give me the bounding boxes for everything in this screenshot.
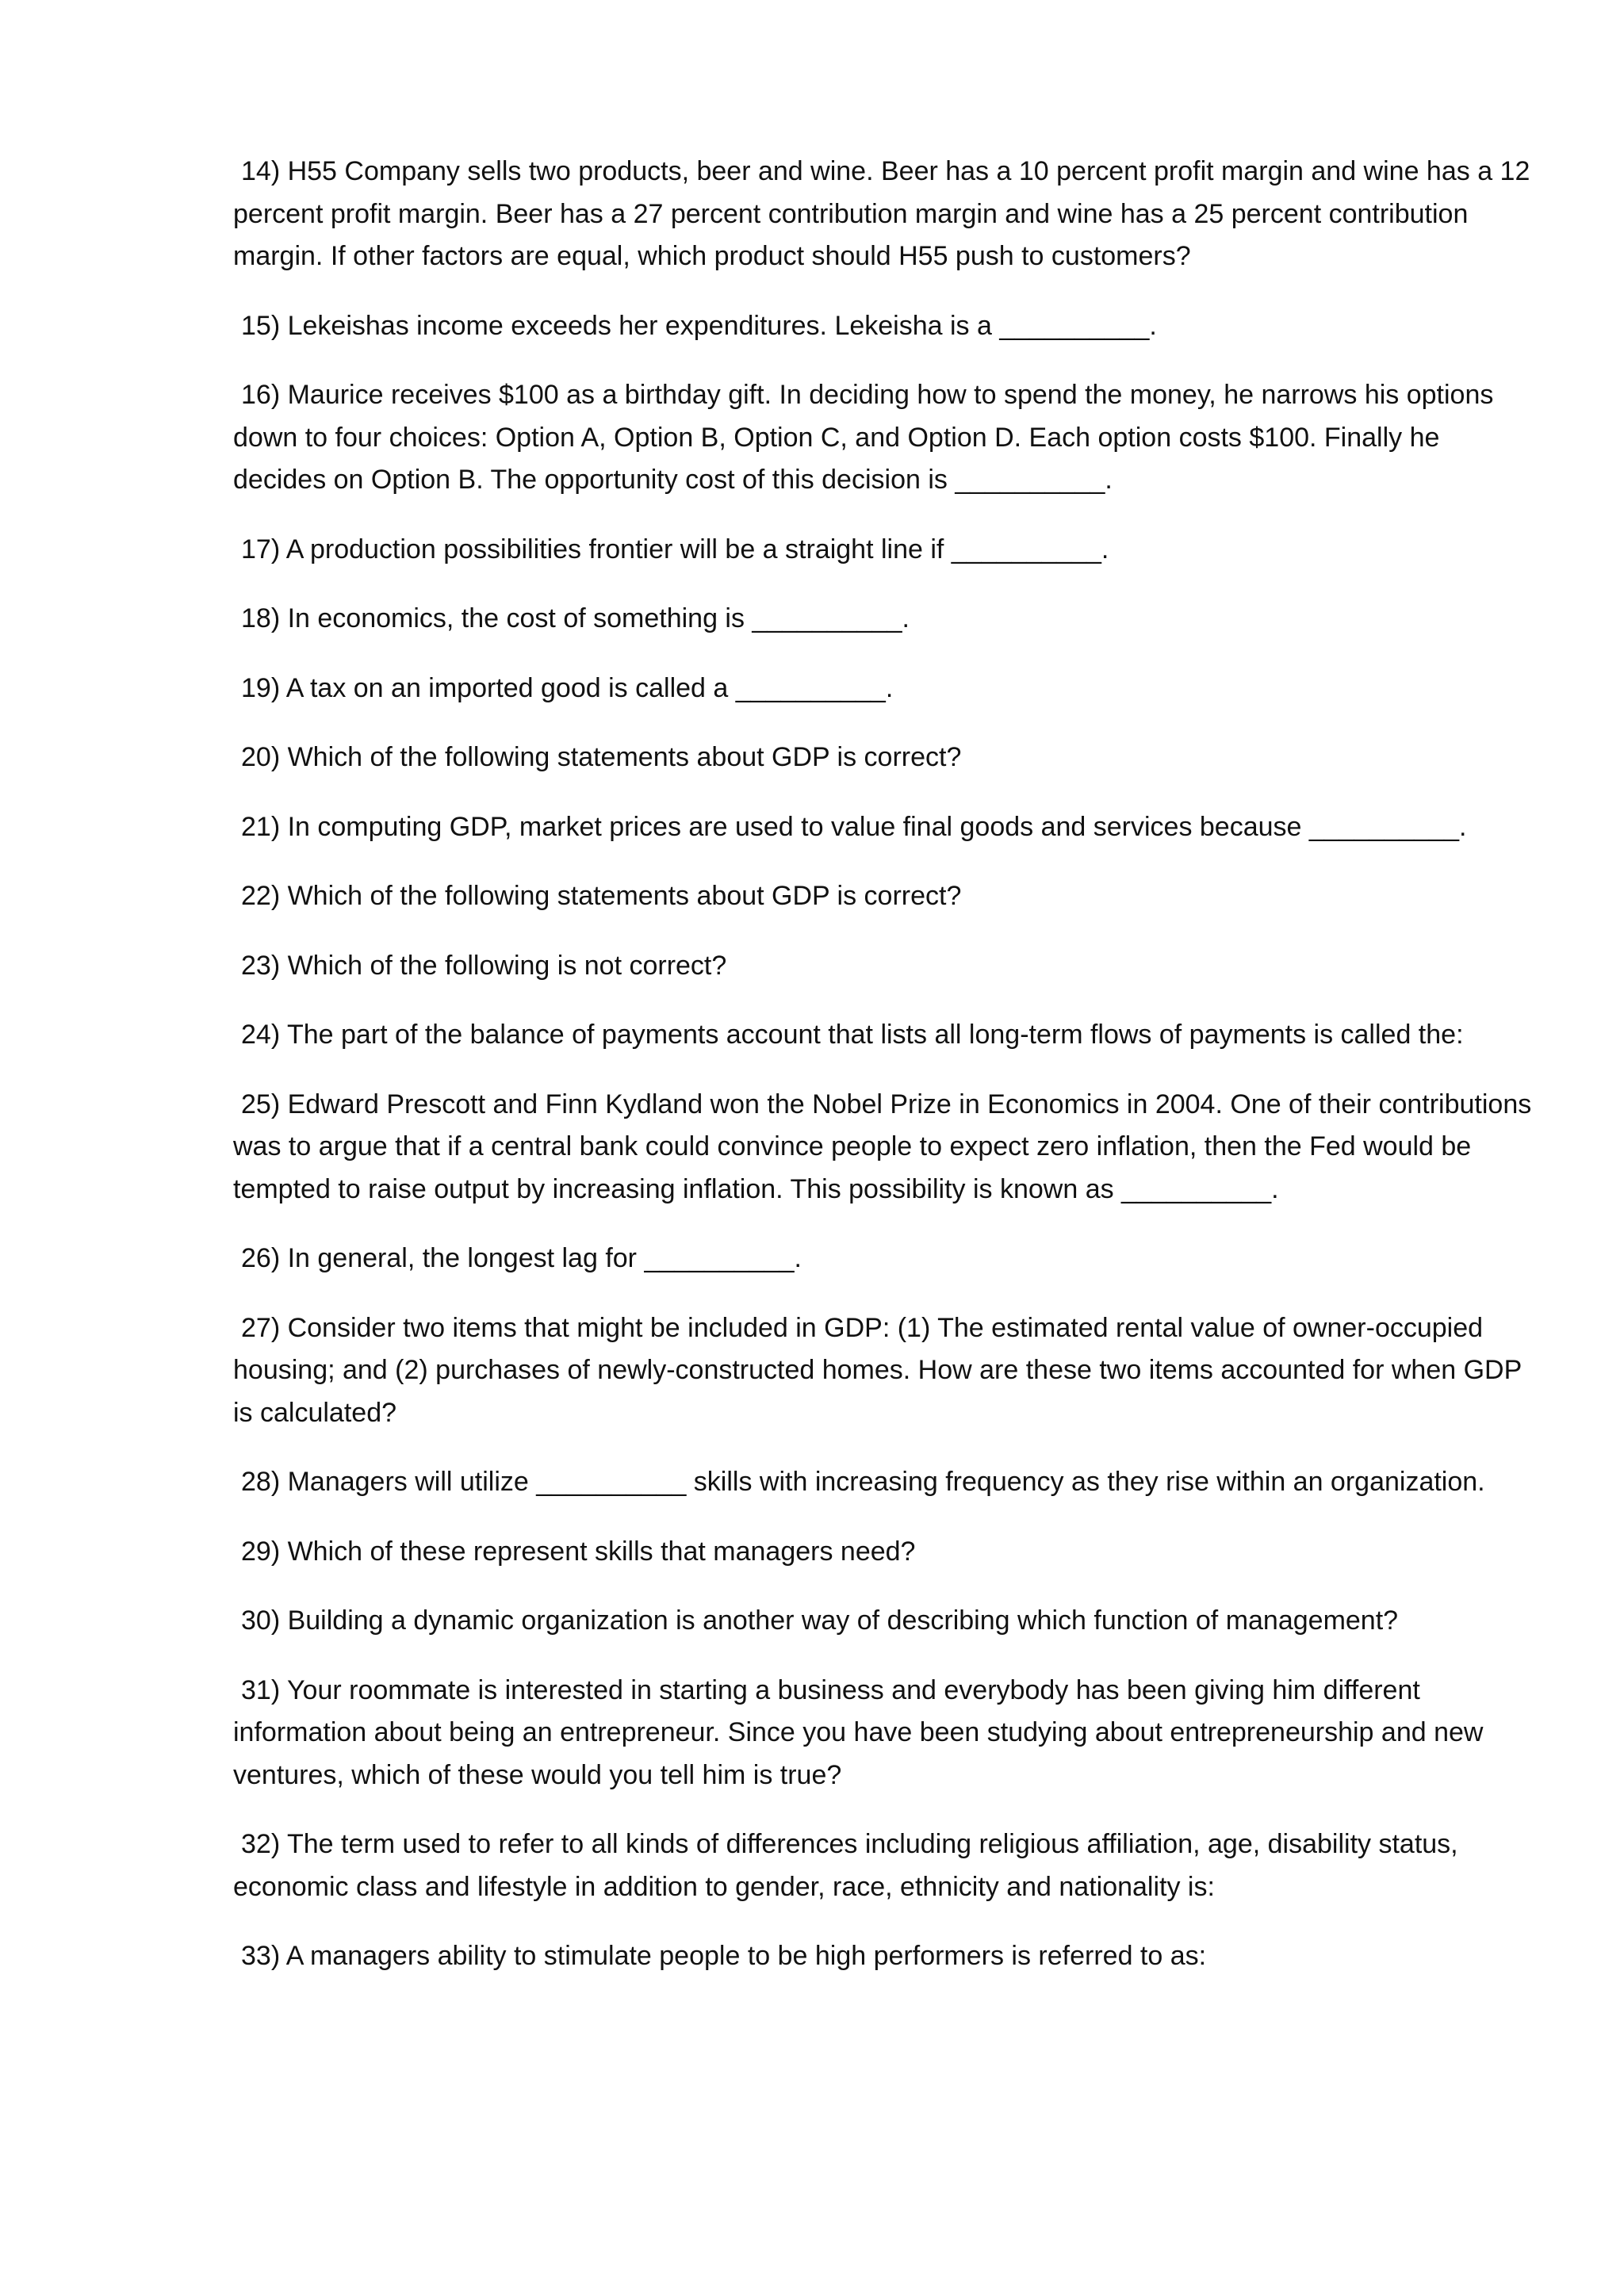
question-item	[233, 737, 1534, 779]
question-number: 29)	[241, 1536, 281, 1567]
question-number: 25)	[241, 1089, 281, 1119]
question-item	[233, 1670, 1534, 1797]
question-number: 15)	[241, 310, 281, 341]
question-text: Managers will utilize __________ skills with increasing frequency as they rise within an organization.	[287, 1467, 1485, 1497]
question-text: A production possibilities frontier will be a straight line if __________.	[285, 534, 1109, 564]
question-text: Which of the following statements about GDP is correct?	[287, 742, 962, 772]
question-number: 33)	[241, 1941, 281, 1971]
question-text: Which of these represent skills that managers need?	[287, 1536, 916, 1567]
question-number: 16)	[241, 380, 281, 410]
question-text: Consider two items that might be included in GDP: (1) The estimated rental value of owner-occupied housing; and (2) purchases of newly-constructed homes. How are these two items accounted for when GDP is calculated?	[233, 1312, 1522, 1428]
question-number: 28)	[241, 1467, 281, 1497]
question-item	[233, 1084, 1534, 1211]
question-number: 22)	[241, 881, 281, 911]
question-text: H55 Company sells two products, beer and wine. Beer has a 10 percent profit margin and wine has a 12 percent profit margin. Beer has a 27 percent contribution margin and wine has a 25 percent contribution margin. If other factors are equal, which product should H55 push to customers?	[233, 156, 1530, 271]
question-number: 31)	[241, 1674, 281, 1705]
question-text: A managers ability to stimulate people to be high performers is referred to as:	[285, 1941, 1207, 1971]
question-text: Which of the following is not correct?	[287, 950, 727, 981]
question-item	[233, 945, 1534, 988]
question-text: Building a dynamic organization is another way of describing which function of management?	[287, 1605, 1399, 1636]
question-text: Maurice receives $100 as a birthday gift. In deciding how to spend the money, he narrows his options down to four choices: Option A, Option B, Option C, and Option D. Each option costs $100. Finally he decides on Option B. The opportunity cost of this decision is __________.	[233, 380, 1494, 495]
question-number: 17)	[241, 534, 281, 564]
question-item	[233, 1823, 1534, 1908]
question-number: 14)	[241, 156, 281, 186]
question-number: 27)	[241, 1312, 281, 1343]
question-number: 24)	[241, 1020, 281, 1050]
question-text: Lekeishas income exceeds her expenditures. Lekeisha is a __________.	[287, 310, 1157, 341]
question-item	[233, 1461, 1534, 1504]
question-item	[233, 1935, 1534, 1978]
question-text: The part of the balance of payments account that lists all long-term flows of payments is called the:	[286, 1020, 1464, 1050]
question-item	[233, 806, 1534, 849]
question-item	[233, 151, 1534, 278]
question-text: A tax on an imported good is called a __________.	[285, 672, 894, 703]
question-item	[233, 374, 1534, 502]
question-number: 19)	[241, 672, 281, 703]
question-item	[233, 875, 1534, 918]
question-text: Edward Prescott and Finn Kydland won the Nobel Prize in Economics in 2004. One of their contributions was to argue that if a central bank could convince people to expect zero inflation, then the Fed would be tempted to raise output by increasing inflation. This possibility is known as __________.	[233, 1089, 1532, 1204]
question-text: The term used to refer to all kinds of differences including religious affiliation, age, disability status, economic class and lifestyle in addition to gender, race, ethnicity and nationality is:	[233, 1829, 1458, 1902]
question-item	[233, 1531, 1534, 1574]
question-text: Which of the following statements about GDP is correct?	[287, 881, 962, 911]
question-number: 30)	[241, 1605, 281, 1636]
question-item	[233, 305, 1534, 348]
question-number: 32)	[241, 1829, 281, 1859]
question-number: 18)	[241, 603, 281, 633]
question-text: In computing GDP, market prices are used to value final goods and services because __________.	[287, 811, 1467, 842]
question-number: 21)	[241, 811, 281, 842]
question-item	[233, 668, 1534, 710]
question-text: In general, the longest lag for __________.	[287, 1243, 802, 1273]
question-item	[233, 1307, 1534, 1435]
question-text: Your roommate is interested in starting a business and everybody has been giving him different information about being an entrepreneur. Since you have been studying about entrepreneurship and new ventures, which of these would you tell him is true?	[233, 1674, 1484, 1790]
question-item	[233, 1014, 1534, 1057]
question-item	[233, 1600, 1534, 1643]
question-text: In economics, the cost of something is __________.	[287, 603, 910, 633]
question-number: 20)	[241, 742, 281, 772]
question-item	[233, 598, 1534, 641]
question-item	[233, 529, 1534, 572]
question-list	[233, 151, 1534, 2005]
question-item	[233, 1238, 1534, 1280]
question-number: 26)	[241, 1243, 281, 1273]
question-number: 23)	[241, 950, 281, 981]
